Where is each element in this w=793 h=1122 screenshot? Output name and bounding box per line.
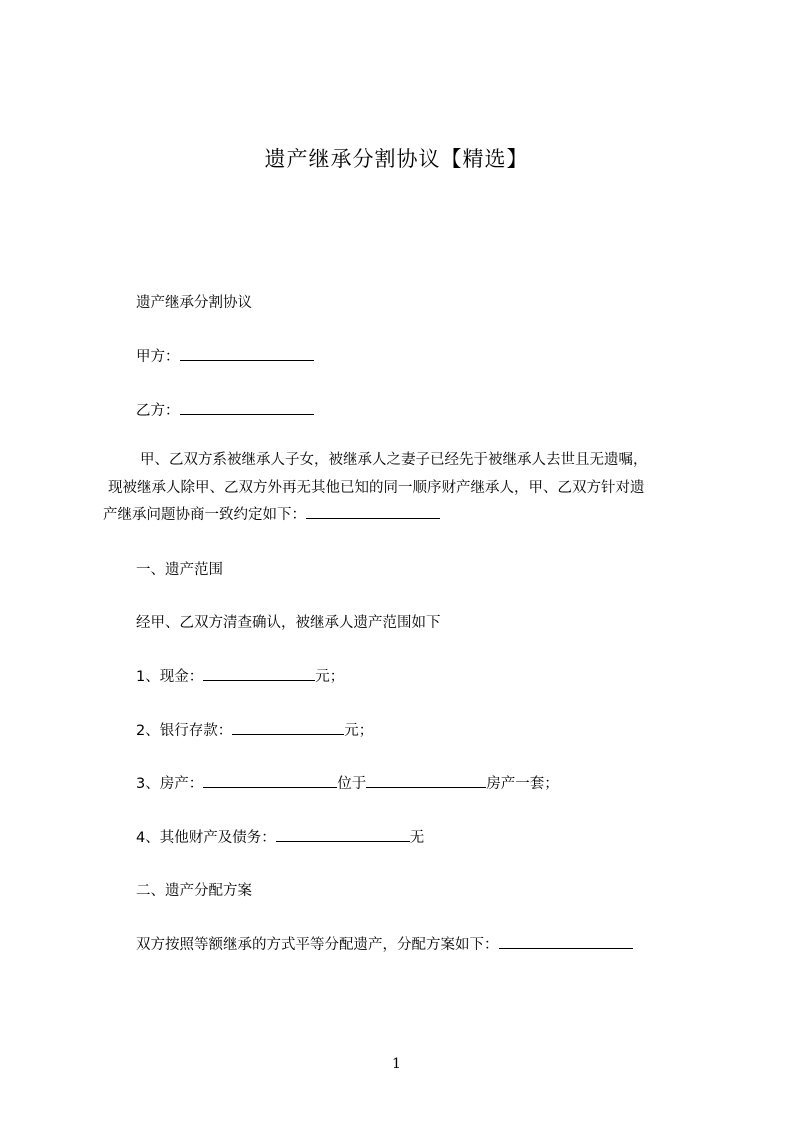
intro-paragraph: [103, 447, 703, 530]
item-bank-suffix: 元；: [344, 723, 374, 739]
item-bank-blank: [232, 720, 344, 735]
section-2-blank: [499, 934, 633, 949]
intro-line-3: [103, 502, 703, 530]
item-cash: [136, 665, 344, 686]
party-b-label: 乙方：: [136, 403, 180, 419]
agreement-subtitle: 遗产继承分割协议: [136, 295, 252, 311]
item-cash-label: 1、现金：: [136, 669, 204, 685]
document-title: 遗产继承分割协议【精选】: [264, 147, 529, 171]
item-property-mid: 位于: [337, 776, 367, 792]
item-property-blank-2: [366, 773, 486, 788]
section-2-intro: [136, 933, 633, 954]
item-bank-label: 2、银行存款：: [136, 723, 233, 739]
intro-line-2: 现被继承人除甲、乙双方外再无其他已知的同一顺序财产继承人，甲、乙双方针对遗: [108, 479, 645, 496]
party-a-blank: [180, 346, 314, 361]
item-cash-suffix: 元；: [315, 669, 345, 685]
item-other-assets: [136, 826, 424, 847]
item-property-suffix: 房产一套；: [486, 776, 559, 792]
item-cash-blank: [203, 666, 315, 681]
item-other-label: 4、其他财产及债务：: [136, 830, 276, 846]
item-property-blank-1: [203, 773, 337, 788]
section-1-intro: 经甲、乙双方清查确认，被继承人遗产范围如下: [136, 615, 441, 631]
intro-blank: [306, 504, 440, 519]
intro-line-3-text: 产继承问题协商一致约定如下：: [103, 507, 306, 523]
item-other-suffix: 无: [409, 830, 425, 846]
party-b-blank: [180, 400, 314, 415]
intro-line-1: 甲、乙双方系被继承人子女，被继承人之妻子已经先于被继承人去世且无遗嘱，: [140, 452, 648, 468]
item-property: [136, 772, 559, 793]
section-1-heading: 一、遗产范围: [136, 562, 223, 578]
item-bank-deposit: [136, 719, 373, 740]
page-number: 1: [392, 1056, 401, 1072]
party-a-line: [136, 345, 314, 366]
item-property-label: 3、房产：: [136, 776, 204, 792]
party-a-label: 甲方：: [136, 349, 180, 365]
section-2-intro-text: 双方按照等额继承的方式平等分配遗产，分配方案如下：: [136, 937, 499, 953]
item-other-blank: [276, 827, 410, 842]
section-2-heading: 二、遗产分配方案: [136, 883, 252, 899]
party-b-line: [136, 399, 314, 420]
